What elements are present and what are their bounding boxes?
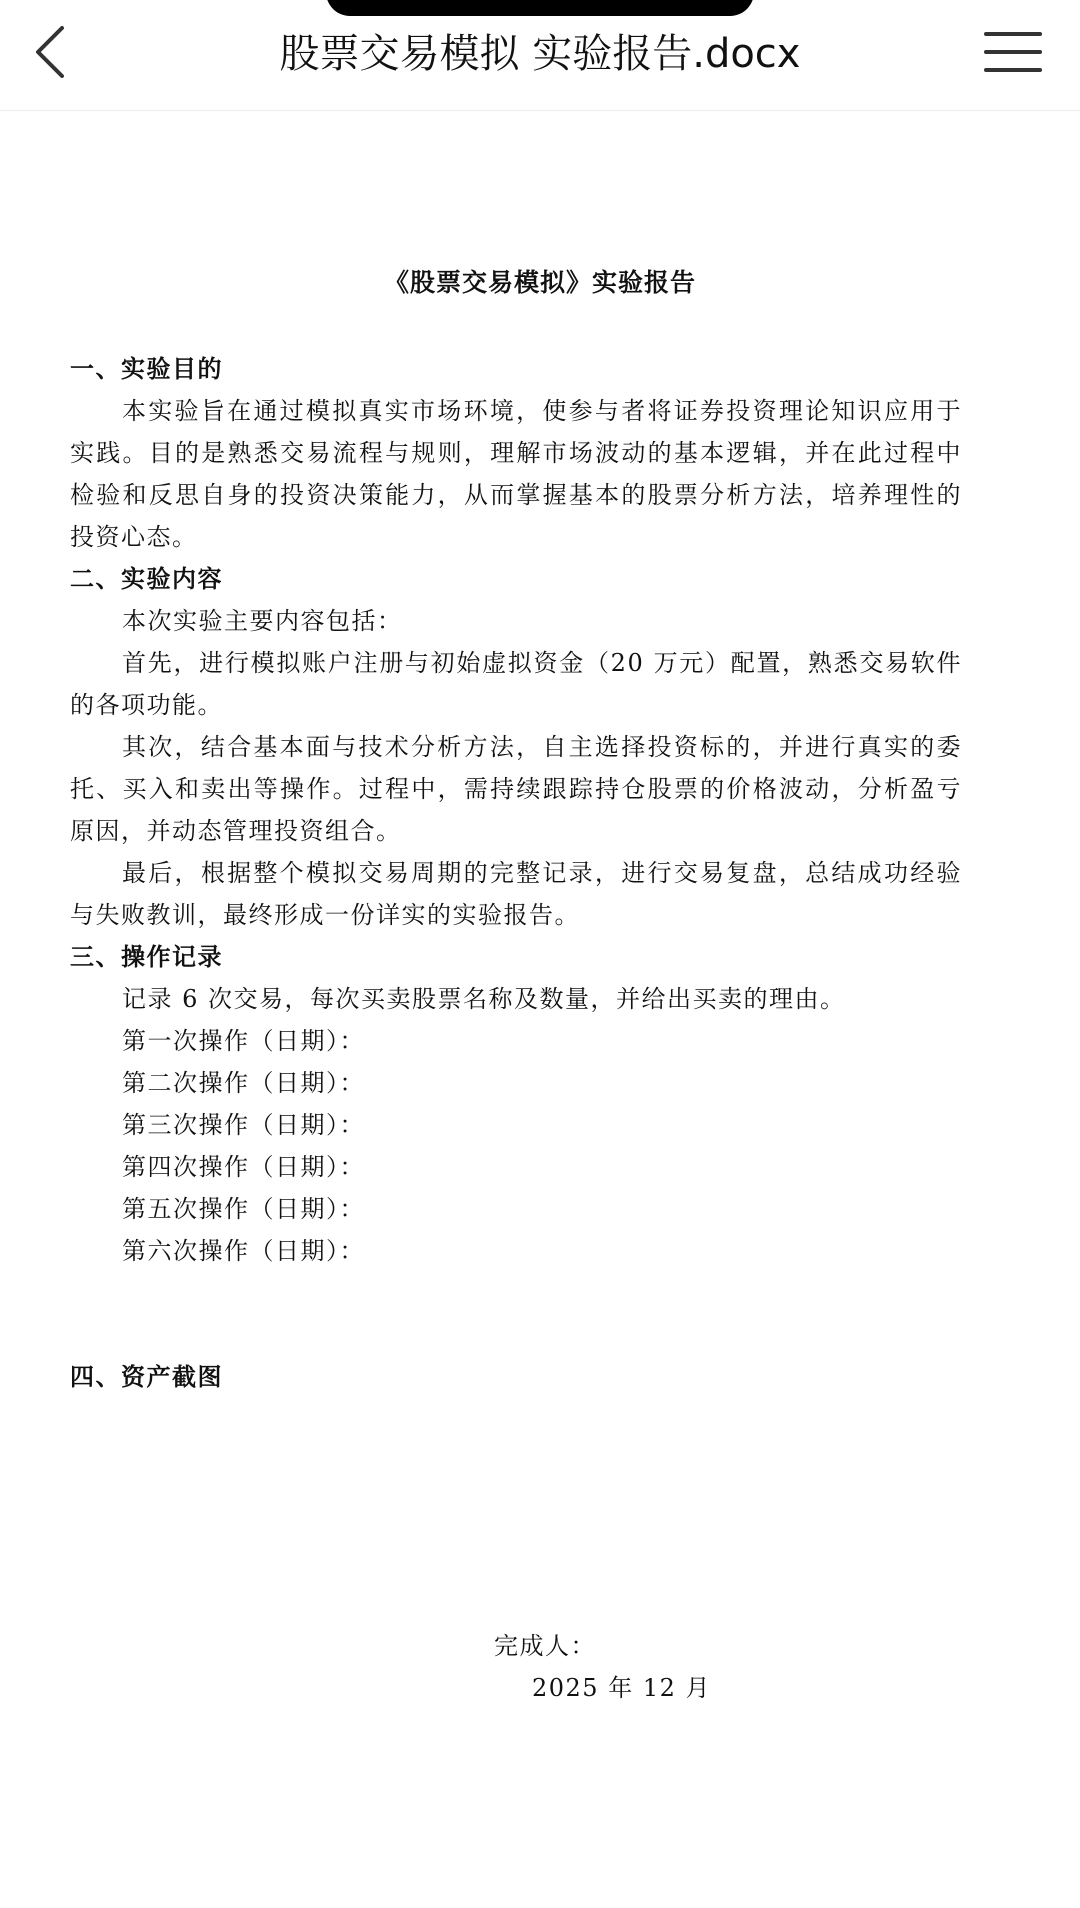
record-line: 第五次操作（日期）： — [122, 1195, 365, 1223]
report-date: 2025 年 12 月 — [532, 1674, 712, 1702]
blank-space — [70, 1272, 962, 1356]
records-intro: 记录 6 次交易，每次买卖股票名称及数量，并给出买卖的理由。 — [122, 985, 846, 1013]
record-line: 第六次操作（日期）： — [122, 1237, 365, 1265]
hamburger-menu-icon — [982, 24, 1044, 80]
document-file-name: 股票交易模拟 实验报告.docx — [279, 31, 801, 77]
document-title: 《股票交易模拟》实验报告 — [383, 268, 696, 297]
device-notch — [326, 0, 754, 16]
record-line: 第四次操作（日期）： — [122, 1153, 365, 1181]
record-line: 第二次操作（日期）： — [122, 1069, 365, 1097]
content-paragraph: 首先，进行模拟账户注册与初始虚拟资金（20 万元）配置，熟悉交易软件的各项功能。 — [70, 649, 962, 719]
record-line: 第一次操作（日期）： — [122, 1027, 365, 1055]
purpose-paragraph: 本实验旨在通过模拟真实市场环境，使参与者将证券投资理论知识应用于实践。目的是熟悉交易流程与规则，理解市场波动的基本逻辑，并在此过程中检验和反思自身的投资决策能力，从而掌握基本的股票分析方法，培养理性的投资心态。 — [70, 397, 962, 551]
chevron-left-icon — [28, 22, 84, 82]
content-paragraph: 其次，结合基本面与技术分析方法，自主选择投资标的，并进行真实的委托、买入和卖出等操作。过程中，需持续跟踪持仓股票的价格波动，分析盈亏原因，并动态管理投资组合。 — [70, 733, 962, 845]
record-line: 第三次操作（日期）： — [122, 1111, 365, 1139]
document-body — [70, 348, 962, 1398]
menu-button[interactable] — [982, 24, 1044, 80]
back-button[interactable] — [28, 22, 84, 82]
section-heading-purpose: 一、实验目的 — [70, 354, 223, 383]
content-intro: 本次实验主要内容包括： — [122, 607, 403, 635]
top-navigation-bar — [0, 0, 1080, 111]
section-heading-content: 二、实验内容 — [70, 564, 223, 593]
section-heading-records: 三、操作记录 — [70, 942, 223, 971]
section-heading-screenshot: 四、资产截图 — [70, 1362, 223, 1391]
completed-by-label: 完成人： — [494, 1632, 596, 1660]
document-page — [0, 110, 1080, 1908]
content-paragraph: 最后，根据整个模拟交易周期的完整记录，进行交易复盘，总结成功经验与失败教训，最终形成一份详实的实验报告。 — [70, 859, 962, 929]
